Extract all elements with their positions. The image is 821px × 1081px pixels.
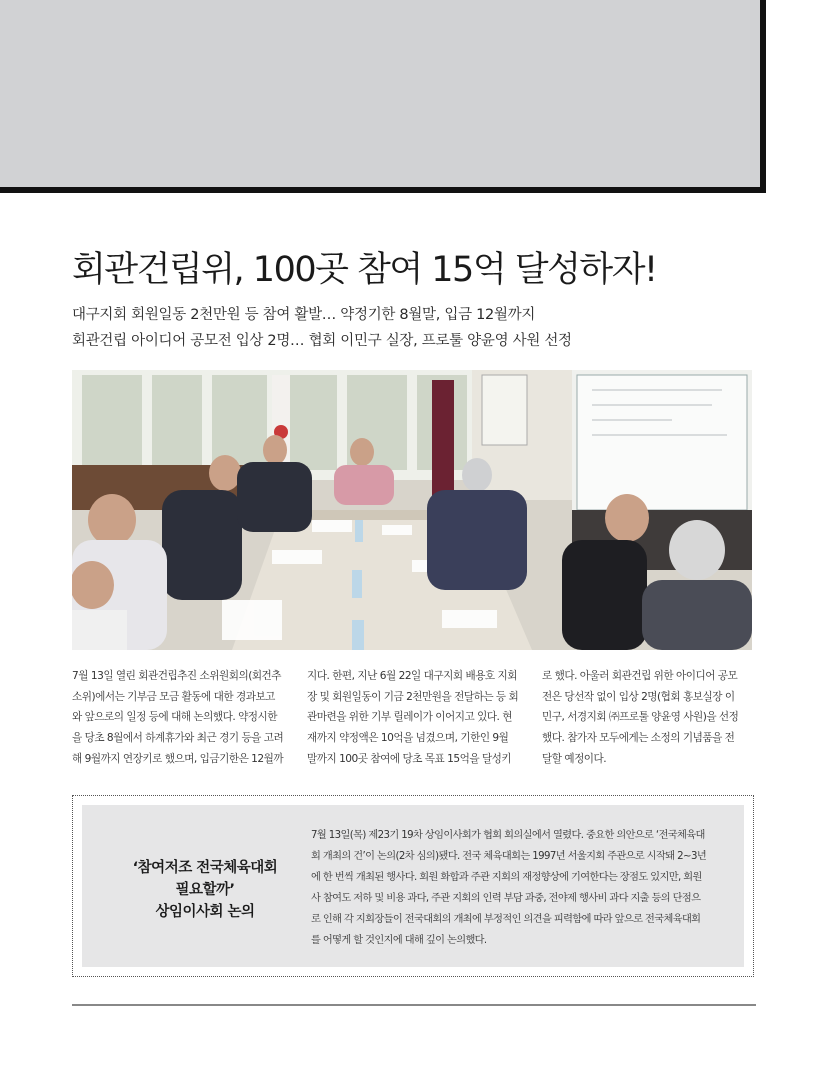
sidebar-title-line: 상임이사회 논의 — [155, 904, 255, 920]
sidebar-body-line: 사 참여도 저하 및 비용 과다, 주관 지회의 인력 부담 과중, 전야제 행사비 과다 지출 등의 단점으 — [311, 893, 701, 904]
article-line: 전은 당선작 없이 입상 2명(협회 홍보실장 이 — [542, 690, 735, 703]
article-line: 을 당초 8월에서 하계휴가와 최근 경기 등을 고려 — [72, 732, 284, 745]
footer-divider — [72, 1004, 756, 1006]
sidebar-body-line: 에 한 번씩 개최된 행사다. 회원 화합과 주관 지회의 재정향상에 기여한다는 장점도 있지만, 회원 — [311, 872, 702, 883]
article-column-3 — [542, 666, 754, 770]
article-headline: 회관건립위, 100곳 참여 15억 달성하자! — [72, 250, 657, 290]
subhead-line: 회관건립 아이디어 공모전 입상 2명… 협회 이민구 실장, 프로툴 양윤영 사원 선정 — [72, 333, 572, 349]
sidebar-title-line: ‘참여저조 전국체육대회 — [132, 860, 278, 876]
article-column-1 — [72, 666, 284, 770]
article-line: 해 9월까지 연장키로 했으며, 입금기한은 12월까 — [72, 752, 284, 765]
sidebar-news-box-panel — [82, 805, 744, 967]
article-column-2 — [307, 666, 519, 770]
article-line: 7월 13일 열린 회관건립추진 소위원회의(회건추 — [72, 670, 282, 682]
sidebar-news-box — [72, 795, 754, 977]
article-line: 지다. 한편, 지난 6월 22일 대구지회 배용호 지회 — [307, 670, 517, 682]
meeting-photo-illustration — [72, 370, 752, 650]
sidebar-body-line: 로 인해 각 지회장들이 전국대회의 개최에 부정적인 의견을 피력함에 따라 앞으로 전국체육대회 — [311, 914, 701, 925]
article-line: 소위)에서는 기부금 모금 활동에 대한 경과보고 — [72, 690, 275, 703]
article-line: 와 앞으로의 일정 등에 대해 논의했다. 약정시한 — [72, 711, 278, 724]
sidebar-news-title — [100, 857, 310, 923]
article-subheadline — [72, 302, 572, 354]
top-banner-placeholder — [0, 0, 766, 193]
sidebar-body-line: 7월 13일(목) 제23기 19차 상임이사회가 협회 회의실에서 열렸다. 중요한 의안으로 ‘전국체육대 — [311, 830, 705, 841]
article-line: 로 했다. 아울러 회관건립 위한 아이디어 공모 — [542, 670, 738, 682]
sidebar-title-line: 필요할까’ — [175, 882, 235, 898]
sidebar-body-line: 회 개최의 건’이 논의(2차 심의)됐다. 전국 체육대회는 1997년 서울지회 주관으로 시작돼 2~3년 — [311, 851, 707, 862]
meeting-photo — [72, 370, 752, 650]
sidebar-news-body — [311, 825, 736, 951]
article-line: 장 및 회원일동이 기금 2천만원을 전달하는 등 회 — [307, 690, 519, 703]
article-line: 민구, 서경지회 ㈜프로툴 양윤영 사원)을 선정 — [542, 711, 739, 724]
article-line: 말까지 100곳 참여에 당초 목표 15억을 달성키 — [307, 752, 512, 765]
article-line: 재까지 약정액은 10억을 넘겼으며, 기한인 9월 — [307, 732, 509, 745]
article-line: 달할 예정이다. — [542, 752, 607, 765]
article-line: 관마련을 위한 기부 릴레이가 이어지고 있다. 현 — [307, 711, 513, 724]
article-body — [72, 666, 754, 770]
subhead-line: 대구지회 회원일동 2천만원 등 참여 활발… 약정기한 8월말, 입금 12월까지 — [72, 307, 536, 323]
sidebar-body-line: 를 어떻게 할 것인지에 대해 깊이 논의했다. — [311, 935, 487, 946]
article-line: 했다. 참가자 모두에게는 소정의 기념품을 전 — [542, 732, 735, 745]
